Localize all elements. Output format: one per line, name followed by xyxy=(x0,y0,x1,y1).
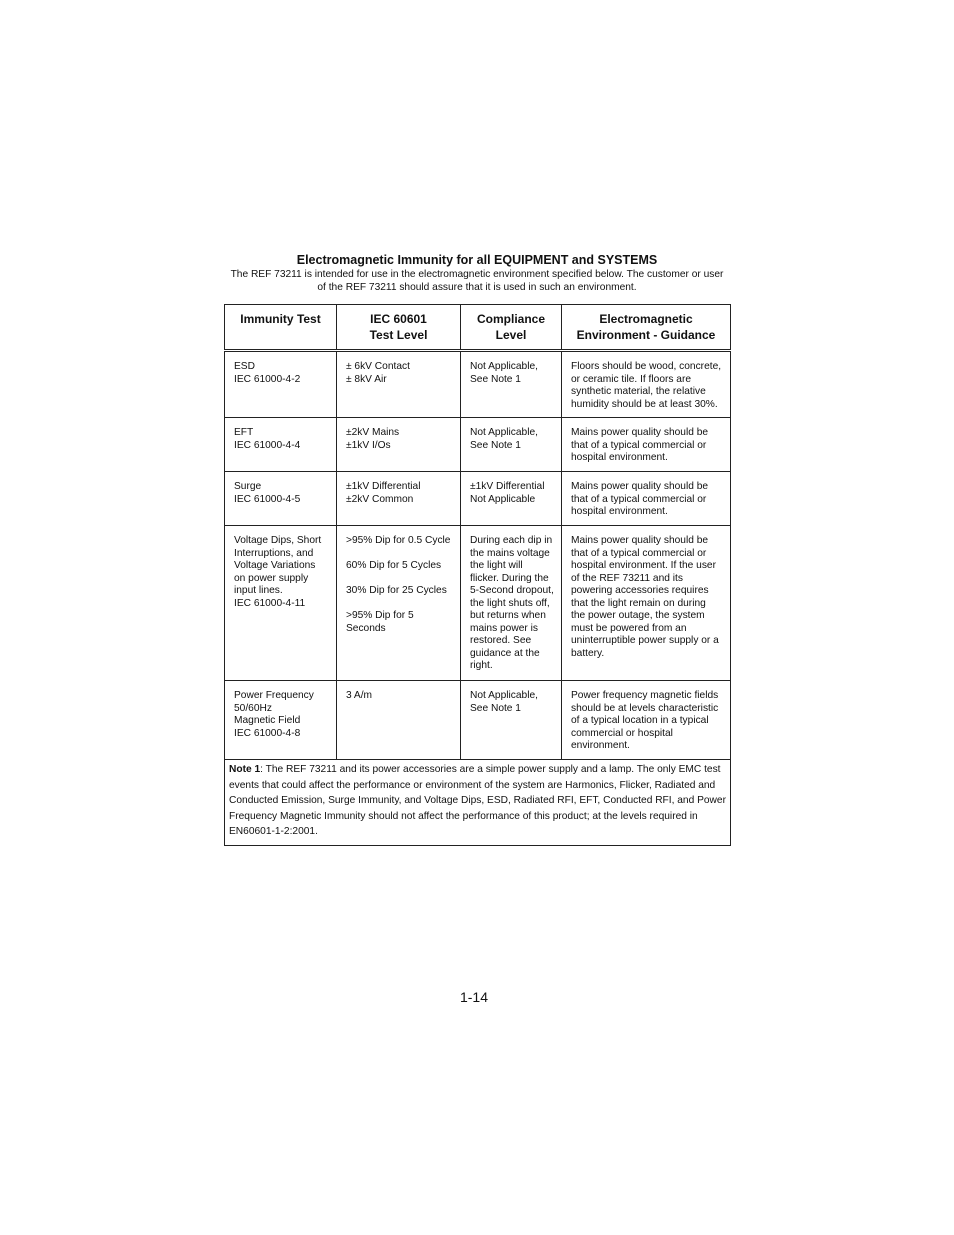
cell-text: powering accessories requires xyxy=(571,585,709,596)
cell-text: Surge xyxy=(234,481,262,492)
table-row-esd xyxy=(225,351,731,418)
cell-guidance xyxy=(562,681,731,760)
cell-text: IEC 61000-4-4 xyxy=(234,439,301,451)
cell-guidance xyxy=(562,418,731,472)
cell-text: must be powered from an xyxy=(571,622,687,634)
cell-text: mains power is xyxy=(470,622,538,634)
cell-guidance xyxy=(562,472,731,526)
cell-text: of the REF 73211 and its xyxy=(571,572,683,584)
cell-text: Not Applicable xyxy=(470,493,536,505)
cell-text: commercial or hospital xyxy=(571,727,673,739)
cell-text: that the light remain on during xyxy=(571,597,706,609)
note-row xyxy=(225,760,731,846)
note-line xyxy=(229,762,724,778)
table-row-voltage-dips xyxy=(225,526,731,681)
table-row-eft xyxy=(225,418,731,472)
cell-text: Floors should be wood, concrete, xyxy=(571,361,722,372)
cell-text: environment. xyxy=(571,740,630,751)
cell-text: flicker. During the xyxy=(470,572,549,584)
cell-text: ±2kV Mains xyxy=(346,427,400,438)
cell-test-level xyxy=(337,418,461,472)
cell-text: Mains power quality should be xyxy=(571,535,709,546)
cell-text: humidity should be at least 30%. xyxy=(571,398,718,410)
table-row-surge xyxy=(225,472,731,526)
note-line: Conducted Emission, Surge Immunity, and Voltage Dips, ESD, Radiated RFI, EFT, Conducted RFI, and Power xyxy=(229,795,726,807)
cell-text: IEC 61000-4-11 xyxy=(234,597,306,609)
cell-text: hospital environment. xyxy=(571,452,668,463)
cell-text: that of a typical commercial or xyxy=(571,547,707,559)
cell-text: Seconds xyxy=(346,622,386,634)
cell-text: Not Applicable, xyxy=(470,427,538,438)
cell-text: the power outage, the system xyxy=(571,610,705,621)
cell-text: ESD xyxy=(234,361,255,372)
table-row-power-frequency xyxy=(225,681,731,760)
cell-immunity-test xyxy=(225,681,337,760)
header-test-level xyxy=(337,305,461,351)
cell-text: Not Applicable, xyxy=(470,690,538,701)
spacer xyxy=(346,548,454,561)
cell-test-level xyxy=(337,351,461,418)
header-text: Test Level xyxy=(369,328,428,342)
header-text: Immunity Test xyxy=(240,312,321,326)
cell-immunity-test xyxy=(225,351,337,418)
cell-text: input lines. xyxy=(234,585,283,596)
cell-text: EFT xyxy=(234,427,254,438)
cell-guidance xyxy=(562,351,731,418)
cell-immunity-test xyxy=(225,526,337,681)
immunity-table xyxy=(224,304,731,846)
intro-line: of the REF 73211 should assure that it is used in such an environment. xyxy=(317,281,637,293)
cell-text: ± 8kV Air xyxy=(346,373,387,385)
header-text: Electromagnetic xyxy=(599,312,693,326)
cell-text: the light will xyxy=(470,560,523,571)
cell-text: Voltage Variations xyxy=(234,560,316,571)
cell-text: the light shuts off, xyxy=(470,597,550,609)
cell-text: 5-Second dropout, xyxy=(470,585,554,596)
cell-text: 3 A/m xyxy=(346,690,373,701)
cell-text: on power supply xyxy=(234,572,309,584)
header-text: IEC 60601 xyxy=(370,312,427,326)
intro-line: The REF 73211 is intended for use in the electromagnetic environment specified below. The customer or user xyxy=(230,269,724,280)
cell-text: ± 6kV Contact xyxy=(346,361,410,372)
cell-text: See Note 1 xyxy=(470,439,521,451)
cell-text: 30% Dip for 25 Cycles xyxy=(346,585,447,596)
cell-text: During each dip in xyxy=(470,535,553,546)
cell-text: Not Applicable, xyxy=(470,361,538,372)
header-row xyxy=(225,305,731,351)
cell-text: IEC 61000-4-5 xyxy=(234,493,301,505)
cell-text: of a typical location in a typical xyxy=(571,715,709,726)
cell-text: ±2kV Common xyxy=(346,493,414,505)
header-text: Environment - Guidance xyxy=(576,328,716,342)
note-line: events that could affect the performance or environment of the system are Harmonics, Flicker, Radiated and xyxy=(229,779,716,791)
cell-text: restored. See xyxy=(470,635,532,646)
cell-text: ±1kV Differential xyxy=(470,481,545,492)
cell-text: Voltage Dips, Short xyxy=(234,535,322,546)
header-text: Level xyxy=(495,328,527,342)
cell-text: the mains voltage xyxy=(470,547,550,559)
cell-test-level xyxy=(337,472,461,526)
cell-text: but returns when xyxy=(470,610,546,621)
spacer xyxy=(346,573,454,586)
page-number: 1-14 xyxy=(459,989,489,1005)
note-line: EN60601-1-2:2001. xyxy=(229,826,318,838)
cell-compliance-level xyxy=(461,351,562,418)
cell-text: uninterruptible power supply or a xyxy=(571,635,719,646)
cell-text: IEC 61000-4-8 xyxy=(234,727,301,739)
cell-text: or ceramic tile. If floors are xyxy=(571,373,692,385)
cell-text: ±1kV Differential xyxy=(346,481,421,492)
header-text: Compliance xyxy=(476,312,545,326)
cell-test-level xyxy=(337,681,461,760)
header-compliance-level xyxy=(461,305,562,351)
cell-text: hospital environment. xyxy=(571,506,668,517)
cell-text: ±1kV I/Os xyxy=(346,439,391,451)
cell-text: should be at levels characteristic xyxy=(571,702,719,714)
cell-text: See Note 1 xyxy=(470,702,521,714)
note-line: Frequency Magnetic Immunity should not affect the performance of this product; at the levels required in xyxy=(229,810,698,822)
cell-text: IEC 61000-4-2 xyxy=(234,373,301,385)
cell-text: right. xyxy=(470,660,493,671)
cell-text: >95% Dip for 5 xyxy=(346,610,414,621)
cell-compliance-level xyxy=(461,526,562,681)
cell-text: 60% Dip for 5 Cycles xyxy=(346,560,442,571)
cell-text: 50/60Hz xyxy=(234,702,272,714)
cell-compliance-level xyxy=(461,418,562,472)
document-title: Electromagnetic Immunity for all EQUIPMENT and SYSTEMS xyxy=(296,253,658,267)
cell-text: Magnetic Field xyxy=(234,715,301,726)
note-label: Note 1 xyxy=(229,764,261,775)
cell-text: battery. xyxy=(571,647,605,659)
note-cell xyxy=(225,760,731,846)
cell-compliance-level xyxy=(461,472,562,526)
cell-compliance-level xyxy=(461,681,562,760)
header-guidance xyxy=(562,305,731,351)
cell-test-level xyxy=(337,526,461,681)
cell-text: Interruptions, and xyxy=(234,547,314,559)
cell-text: synthetic material, the relative xyxy=(571,386,706,397)
cell-text: guidance at the xyxy=(470,647,540,659)
note-text: : The REF 73211 and its power accessories are a simple power supply and a lamp. The only EMC test xyxy=(260,764,721,775)
cell-text: that of a typical commercial or xyxy=(571,439,707,451)
cell-text: See Note 1 xyxy=(470,373,521,385)
cell-guidance xyxy=(562,526,731,681)
cell-text: Power frequency magnetic fields xyxy=(571,690,719,701)
cell-text: Mains power quality should be xyxy=(571,427,709,438)
cell-text: hospital environment. If the user xyxy=(571,560,716,571)
cell-text: >95% Dip for 0.5 Cycle xyxy=(346,535,451,546)
cell-text: Power Frequency xyxy=(234,690,314,701)
cell-immunity-test xyxy=(225,418,337,472)
spacer xyxy=(346,598,454,611)
intro-text xyxy=(224,269,730,294)
header-immunity-test xyxy=(225,305,337,351)
cell-immunity-test xyxy=(225,472,337,526)
cell-text: that of a typical commercial or xyxy=(571,493,707,505)
cell-text: Mains power quality should be xyxy=(571,481,709,492)
